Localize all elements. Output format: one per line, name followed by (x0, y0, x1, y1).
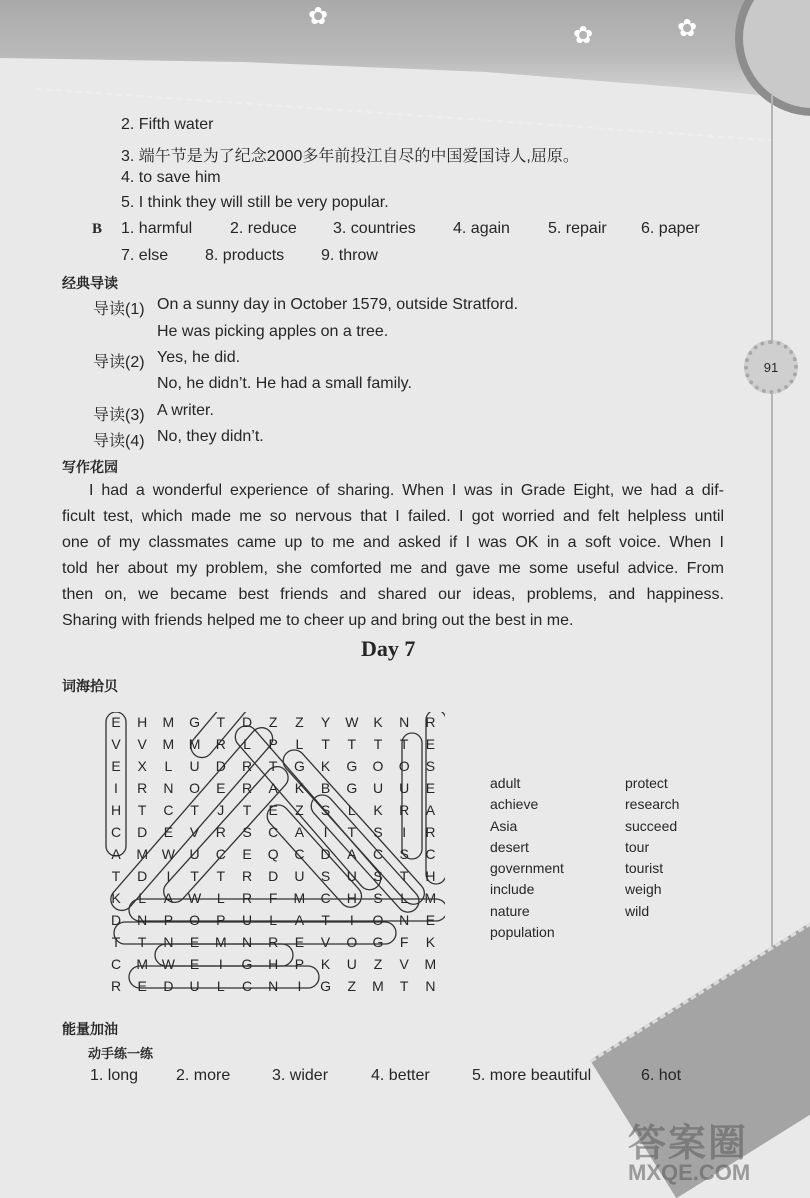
answer-b-3: 3. countries (333, 220, 416, 237)
grid-letter: T (111, 934, 121, 950)
grid-letter: U (372, 780, 384, 796)
grid-letter: A (347, 846, 357, 862)
grid-letter: T (137, 802, 147, 818)
grid-letter: D (268, 868, 279, 884)
grid-letter: C (372, 846, 384, 862)
grid-letter: A (425, 802, 436, 818)
grid-letter: T (216, 714, 226, 730)
grid-letter: D (215, 758, 226, 774)
grid-letter: R (425, 714, 436, 730)
grid-letter: G (241, 956, 253, 972)
grid-letter: P (294, 956, 305, 972)
grid-letter: D (137, 868, 148, 884)
grid-letter: N (241, 934, 253, 950)
watermark-logo: 答案圈 (628, 1123, 749, 1165)
grid-letter: L (164, 758, 173, 774)
grid-letter: D (110, 912, 122, 928)
grid-letter: R (215, 736, 226, 752)
grid-letter: S (425, 758, 436, 774)
grid-letter: M (293, 890, 306, 906)
word-item: protect (625, 775, 668, 791)
energy-answer: 6. hot (641, 1067, 682, 1084)
classic-reading-heading: 经典导读 (62, 275, 118, 291)
grid-letter: N (163, 780, 174, 796)
grid-letter: N (425, 978, 436, 994)
grid-letter: J (217, 802, 225, 818)
grid-letter: Z (268, 714, 278, 730)
grid-letter: R (110, 978, 122, 994)
grid-letter: S (373, 868, 383, 884)
word-item: wild (625, 903, 650, 919)
grid-letter: I (297, 978, 302, 994)
grid-letter: O (346, 934, 358, 950)
grid-letter: S (399, 846, 409, 862)
grid-letter: I (114, 780, 118, 796)
grid-letter: P (163, 912, 174, 928)
flower-icon: ✿ (573, 22, 594, 49)
grid-letter: G (320, 978, 332, 994)
grid-letter: C (320, 890, 331, 906)
word-item: adult (490, 775, 521, 791)
grid-letter: V (189, 824, 200, 840)
grid-letter: R (137, 780, 148, 796)
grid-letter: O (372, 912, 384, 928)
grid-letter: M (214, 934, 227, 950)
grid-letter: L (243, 736, 251, 752)
writing-line: ficult test, which made me so nervous that I failed. I got worried and felt helpless until (62, 508, 724, 525)
grid-letter: T (137, 934, 147, 950)
reading-1-line-1: On a sunny day in October 1579, outside Stratford. (157, 296, 519, 313)
energy-answer: 5. more beautiful (472, 1067, 592, 1084)
grid-letter: D (163, 978, 174, 994)
grid-letter: W (345, 714, 359, 730)
grid-letter: Q (267, 846, 279, 862)
answer-b-2: 2. reduce (230, 220, 297, 237)
grid-letter: R (241, 868, 253, 884)
grid-letter: C (215, 846, 226, 862)
grid-letter: I (218, 956, 223, 972)
grid-letter: S (373, 890, 383, 906)
grid-letter: M (424, 890, 437, 906)
grid-letter: R (399, 802, 410, 818)
grid-letter: O (189, 912, 201, 928)
grid-letter: N (137, 912, 148, 928)
word-item: achieve (490, 796, 539, 812)
grid-letter: V (137, 736, 147, 752)
answer-b-4: 4. again (453, 220, 510, 237)
grid-letter: H (425, 868, 436, 884)
word-item: desert (490, 839, 529, 855)
grid-letter: G (372, 934, 384, 950)
grid-letter: C (294, 846, 305, 862)
grid-letter: T (268, 758, 278, 774)
flower-icon: ✿ (308, 3, 329, 30)
grid-letter: E (137, 978, 147, 994)
answer-b-1: 1. harmful (121, 220, 193, 237)
grid-letter: S (373, 824, 383, 840)
grid-letter: W (187, 890, 202, 906)
grid-letter: U (399, 780, 410, 796)
grid-letter: T (347, 824, 357, 840)
word-item: nature (490, 903, 530, 919)
watermark-url: MXQE.COM (628, 1160, 751, 1185)
grid-letter: P (268, 736, 278, 752)
grid-letter: H (137, 714, 148, 730)
answer-b-5: 5. repair (548, 220, 607, 237)
answer-b-8: 8. products (205, 247, 285, 264)
energy-answer: 4. better (371, 1067, 430, 1084)
grid-letter: C (241, 978, 253, 994)
grid-letter: T (190, 802, 199, 818)
grid-letter: L (216, 890, 225, 906)
answer-a-5: 5. I think they will still be very popular. (121, 194, 389, 211)
grid-letter: L (400, 890, 409, 906)
grid-letter: T (321, 912, 330, 928)
grid-letter: E (163, 824, 174, 840)
grid-letter: K (373, 714, 383, 730)
grid-letter: T (242, 802, 252, 818)
page-number: 91 (744, 340, 798, 394)
grid-letter: E (294, 934, 305, 950)
grid-letter: T (111, 868, 121, 884)
grid-letter: E (425, 780, 436, 796)
grid-letter: W (161, 956, 175, 972)
grid-letter: M (162, 714, 175, 730)
grid-letter: G (189, 714, 201, 730)
grid-letter: R (425, 824, 436, 840)
grid-letter: R (241, 758, 253, 774)
grid-letter: U (189, 846, 200, 862)
reading-1-label: 导读(1) (93, 301, 145, 318)
grid-letter: W (161, 846, 175, 862)
reading-1-line-2: He was picking apples on a tree. (157, 323, 389, 340)
grid-letter: A (294, 912, 305, 928)
grid-letter: M (162, 736, 175, 752)
grid-letter: I (402, 824, 407, 840)
grid-letter: F (268, 890, 278, 906)
grid-letter: E (242, 846, 252, 862)
grid-letter: H (110, 802, 122, 818)
grid-letter: P (216, 912, 226, 928)
grid-letter: R (241, 780, 253, 796)
grid-letter: E (189, 956, 200, 972)
reading-2-line-1: Yes, he did. (157, 349, 241, 366)
reading-2-line-2: No, he didn’t. He had a small family. (157, 375, 412, 392)
writing-line: then on, we became best friends and shared our ideas, problems, and happiness. (62, 586, 724, 603)
writing-line: Sharing with friends helped me to cheer up and bring out the best in me. (62, 612, 574, 629)
grid-letter: T (399, 868, 409, 884)
grid-letter: C (110, 956, 122, 972)
grid-letter: A (268, 780, 278, 796)
answer-b-6: 6. paper (641, 220, 700, 237)
grid-letter: D (137, 824, 148, 840)
vocab-heading: 词海拾贝 (62, 678, 118, 694)
word-item: succeed (625, 818, 678, 834)
grid-letter: L (269, 912, 278, 928)
grid-letter: X (137, 758, 147, 774)
grid-letter: C (425, 846, 436, 862)
flower-icon: ✿ (677, 15, 698, 42)
grid-letter: H (346, 890, 357, 906)
word-item: Asia (490, 818, 518, 834)
energy-subheading: 动手练一练 (88, 1046, 154, 1061)
writing-line: told her about my problem, she comforted me and gave me some useful advice. From (62, 560, 724, 577)
grid-letter: E (268, 802, 278, 818)
grid-letter: I (323, 824, 328, 840)
word-item: tourist (625, 860, 664, 876)
grid-letter: T (347, 736, 357, 752)
reading-3-label: 导读(3) (93, 407, 145, 424)
word-item: research (625, 796, 680, 812)
grid-letter: Z (295, 714, 304, 730)
word-item: weigh (625, 881, 662, 897)
grid-letter: L (347, 802, 356, 818)
grid-letter: N (399, 714, 410, 730)
energy-answer: 2. more (176, 1067, 231, 1084)
writing-line: one of my classmates came up to me and asked if I was OK in a soft voice. When I (62, 534, 724, 551)
section-b-label: B (92, 221, 103, 237)
grid-letter: O (189, 780, 201, 796)
grid-letter: V (111, 736, 121, 752)
answer-a-3: 3. 端午节是为了纪念2000多年前投江自尽的中国爱国诗人,屈原。 (121, 148, 579, 165)
word-item: population (490, 924, 555, 940)
grid-letter: L (138, 890, 147, 906)
grid-letter: K (294, 780, 305, 796)
grid-letter: G (346, 758, 358, 774)
word-search-grid (105, 712, 445, 998)
grid-letter: G (346, 780, 358, 796)
grid-letter: T (373, 736, 383, 752)
writing-heading: 写作花园 (62, 459, 118, 475)
grid-letter: R (215, 824, 226, 840)
grid-letter: Z (295, 802, 304, 818)
grid-letter: L (216, 978, 225, 994)
grid-letter: B (320, 780, 331, 796)
energy-answer: 1. long (90, 1067, 139, 1084)
reading-4-label: 导读(4) (93, 433, 145, 450)
grid-letter: K (425, 934, 436, 950)
grid-letter: Z (347, 978, 357, 994)
grid-letter: K (320, 956, 331, 972)
grid-letter: O (398, 758, 410, 774)
grid-letter: L (295, 736, 304, 752)
grid-letter: F (399, 934, 409, 950)
grid-letter: C (110, 824, 122, 840)
grid-letter: U (241, 912, 253, 928)
grid-letter: M (136, 956, 149, 972)
grid-letter: K (320, 758, 331, 774)
grid-letter: M (136, 846, 149, 862)
grid-letter: Y (320, 714, 331, 730)
grid-letter: V (399, 956, 409, 972)
grid-letter: U (189, 758, 200, 774)
grid-letter: U (294, 868, 305, 884)
answer-b-7: 7. else (121, 247, 169, 264)
grid-letter: A (111, 846, 121, 862)
grid-letter: A (294, 824, 305, 840)
grid-letter: G (293, 758, 305, 774)
grid-letter: T (216, 868, 226, 884)
writing-line: I had a wonderful experience of sharing. When I was in Grade Eight, we had a dif- (89, 482, 724, 499)
answer-b-9: 9. throw (321, 247, 378, 264)
grid-letter: A (163, 890, 174, 906)
grid-letter: C (268, 824, 279, 840)
grid-letter: M (424, 956, 437, 972)
grid-letter: E (111, 758, 121, 774)
grid-letter: S (320, 802, 331, 818)
grid-letter: O (372, 758, 384, 774)
grid-letter: M (188, 736, 201, 752)
word-item: government (490, 860, 564, 876)
grid-letter: Z (373, 956, 383, 972)
grid-letter: T (399, 736, 409, 752)
reading-4-line-1: No, they didn’t. (157, 428, 264, 445)
grid-letter: E (189, 934, 200, 950)
energy-answer: 3. wider (272, 1067, 329, 1084)
grid-letter: K (111, 890, 121, 906)
grid-letter: I (349, 912, 354, 928)
grid-letter: C (163, 802, 174, 818)
grid-letter: E (111, 714, 121, 730)
grid-letter: T (399, 978, 409, 994)
grid-letter: D (320, 846, 331, 862)
grid-letter: U (346, 956, 357, 972)
grid-letter: K (373, 802, 383, 818)
grid-letter: M (372, 978, 384, 994)
grid-letter: N (268, 978, 279, 994)
margin-line (771, 95, 773, 1075)
grid-letter: U (189, 978, 200, 994)
grid-letter: T (190, 868, 199, 884)
grid-letter: E (216, 780, 226, 796)
grid-letter: T (321, 736, 330, 752)
reading-3-line-1: A writer. (157, 402, 214, 419)
reading-2-label: 导读(2) (93, 354, 145, 371)
grid-letter: R (268, 934, 279, 950)
grid-letter: S (242, 824, 252, 840)
grid-letter: H (268, 956, 279, 972)
answer-a-4: 4. to save him (121, 169, 221, 186)
answer-a-2: 2. Fifth water (121, 116, 214, 133)
grid-letter: U (346, 868, 357, 884)
grid-letter: E (425, 912, 436, 928)
grid-letter: S (320, 868, 331, 884)
grid-letter: V (320, 934, 331, 950)
word-item: tour (625, 839, 650, 855)
day-title: Day 7 (361, 636, 416, 661)
grid-letter: D (241, 714, 253, 730)
energy-heading: 能量加油 (62, 1021, 118, 1037)
grid-letter: E (425, 736, 436, 752)
grid-letter: N (163, 934, 174, 950)
grid-letter: N (399, 912, 410, 928)
grid-letter: R (241, 890, 253, 906)
grid-letter: I (166, 868, 171, 884)
word-item: include (490, 881, 535, 897)
